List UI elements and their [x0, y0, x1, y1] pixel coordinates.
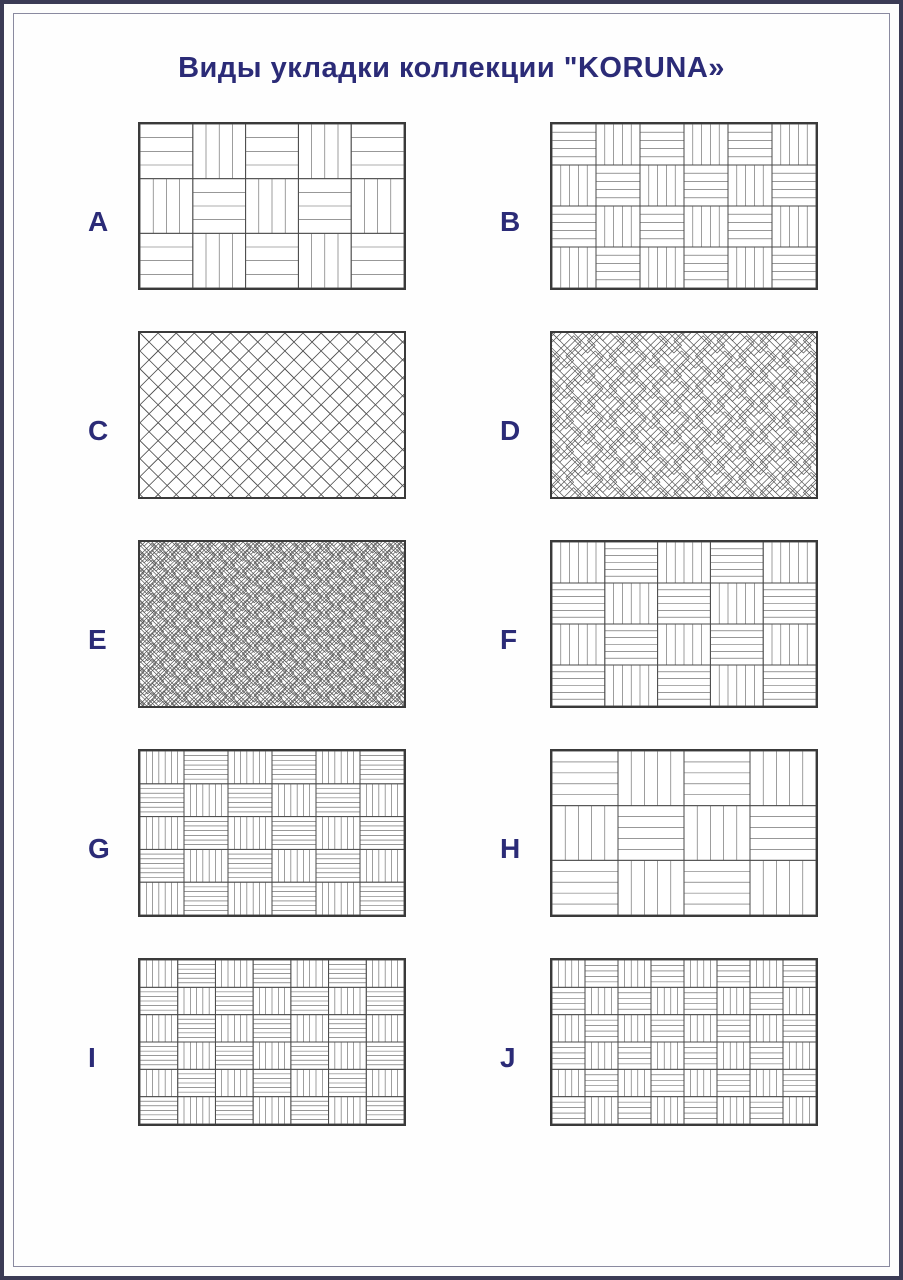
- pattern-swatch-e[interactable]: [138, 540, 406, 708]
- pattern-grid: [44, 122, 859, 1246]
- pattern-cell-g[interactable]: [62, 749, 462, 949]
- pattern-label-a: A: [88, 206, 109, 237]
- page-title: Виды укладки коллекции "KORUNA»: [178, 52, 725, 84]
- poster-inner-frame: [13, 13, 890, 1267]
- pattern-cell-b[interactable]: [474, 122, 874, 322]
- pattern-swatch-c[interactable]: [138, 331, 406, 499]
- pattern-cell-h[interactable]: [474, 749, 874, 949]
- pattern-label-e: E: [88, 624, 107, 655]
- pattern-cell-c[interactable]: [62, 331, 462, 531]
- pattern-cell-e[interactable]: [62, 540, 462, 740]
- pattern-swatch-b[interactable]: [550, 122, 818, 290]
- pattern-swatch-h[interactable]: [550, 749, 818, 917]
- pattern-row: [44, 122, 859, 331]
- pattern-label-j: J: [500, 1042, 516, 1073]
- pattern-swatch-i[interactable]: [138, 958, 406, 1126]
- pattern-row: [44, 331, 859, 540]
- pattern-swatch-j[interactable]: [550, 958, 818, 1126]
- pattern-cell-i[interactable]: [62, 958, 462, 1158]
- pattern-swatch-f[interactable]: [550, 540, 818, 708]
- pattern-row: [44, 958, 859, 1167]
- pattern-label-i: I: [88, 1042, 96, 1073]
- pattern-label-b: B: [500, 206, 521, 237]
- pattern-cell-f[interactable]: [474, 540, 874, 740]
- pattern-cell-d[interactable]: [474, 331, 874, 531]
- pattern-swatch-a[interactable]: [138, 122, 406, 290]
- pattern-row: [44, 749, 859, 958]
- pattern-cell-a[interactable]: [62, 122, 462, 322]
- pattern-label-h: H: [500, 833, 521, 864]
- pattern-cell-j[interactable]: [474, 958, 874, 1158]
- pattern-row: [44, 540, 859, 749]
- pattern-swatch-d[interactable]: [550, 331, 818, 499]
- pattern-swatch-g[interactable]: [138, 749, 406, 917]
- pattern-label-d: D: [500, 415, 521, 446]
- pattern-label-c: C: [88, 415, 109, 446]
- pattern-label-g: G: [88, 833, 110, 864]
- pattern-label-f: F: [500, 624, 518, 655]
